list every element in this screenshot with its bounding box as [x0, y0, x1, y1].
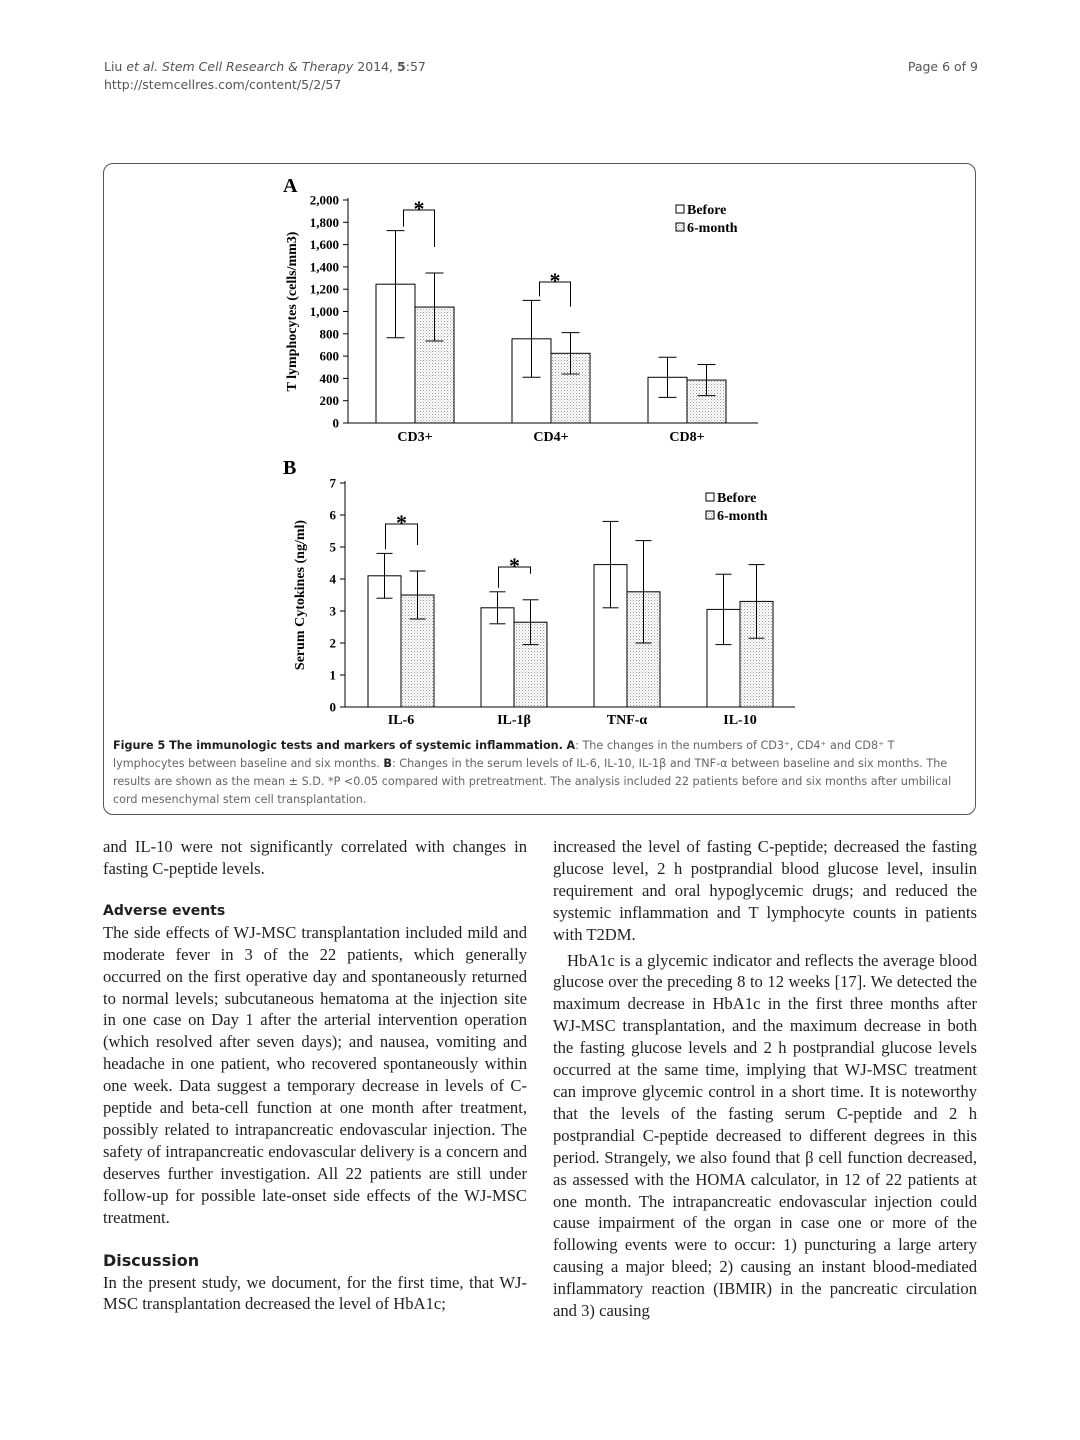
- category-label: TNF-α: [606, 713, 648, 728]
- paragraph: HbA1c is a glycemic indicator and reflects the average blood glucose over the preceding 8 to 12 weeks [17]. We detected the maximum decrease in HbA1c in the first three months after WJ-MSC transplantation, and the maximum decrease in both the fasting glucose levels and 2 h postprandial glucose levels occurred at the same time, implying that WJ-MSC treatment can improve glycemic control in a short time. It is noteworthy that the levels of the fasting serum C-peptide and 2 h postprandial C-peptide decreased to different degrees in this period. Strangely, we also found that β cell function decreased, as assessed with the HOMA calculator, in 12 of 22 patients at one month. The intrapancreatic endovascular injection could cause impairment of the organ in case one or more of the following events were to occur: 1) puncturing a large artery causing a major bleed; 2) causing an instant blood-mediated inflammatory reaction (IBMIR) in the pancreatic circulation and 3) causing: [553, 950, 977, 1321]
- y-tick-label: 2: [329, 635, 336, 651]
- y-axis-label: T lymphocytes (cells/mm3): [285, 231, 300, 392]
- section-heading-adverse-events: Adverse events: [103, 902, 226, 919]
- caption-a-label: A: [566, 739, 576, 752]
- legend-swatch: [676, 205, 684, 213]
- y-tick-label: 3: [329, 603, 336, 619]
- header-etal: et al.: [126, 59, 159, 74]
- header-article: :57: [405, 59, 426, 74]
- legend-label: 6-month: [717, 509, 768, 524]
- y-tick-label: 800: [319, 326, 339, 342]
- caption-title: Figure 5 The immunologic tests and markers of systemic inflammation.: [113, 739, 563, 752]
- legend-label: Before: [687, 203, 727, 218]
- y-axis-label: Serum Cytokines (ng/ml): [293, 519, 308, 671]
- header-volume: 5: [397, 59, 406, 74]
- y-tick-label: 1,800: [309, 214, 339, 230]
- category-label: CD3+: [397, 430, 433, 445]
- page-number: Page 6 of 9: [907, 59, 978, 74]
- figure-caption: [113, 737, 963, 809]
- paragraph: increased the level of fasting C-peptide; decreased the fasting glucose level, 2 h postprandial blood glucose level, insulin requirement and oral hypoglycemic drugs; and reduced the systemic inflammation and T lymphocyte counts in patients with T2DM.: [553, 837, 977, 944]
- panel-label: A: [283, 175, 298, 197]
- paragraph: The side effects of WJ-MSC transplantation included mild and moderate fever in 3 of the 22 patients, which generally occurred on the first operative day and spontaneously returned to normal levels; subcutaneous hematoma at the injection site in one case on Day 1 after the arterial intervention operation (which resolved after seven days); and nausea, vomiting and headache in one patient, who recovered spontaneously within one week. Data suggest a temporary decrease in levels of C-peptide and beta-cell function at one month after treatment, possibly related to intrapancreatic endovascular injection. The safety of intrapancreatic endovascular delivery is a concern and deserves further investigation. All 22 patients are still under follow-up for possible late-onset side effects of the WJ-MSC treatment.: [103, 922, 527, 1227]
- caption-a-text: : The changes in the numbers of CD3⁺, CD4⁺ and CD8⁺ T lymphocytes between baseline and six months.: [113, 739, 895, 770]
- legend-label: 6-month: [687, 221, 738, 236]
- category-label: IL-10: [723, 713, 757, 728]
- significance-marker: *: [549, 268, 561, 293]
- y-tick-label: 6: [329, 507, 336, 523]
- caption-b-text: : Changes in the serum levels of IL-6, IL-10, IL-1β and TNF-α between baseline and six months. The results are shown as the mean ± S.D. *P <0.05 compared with pretreatment. The analysis included 22 patients before and six months after umbilical cord mesenchymal stem cell transplantation.: [113, 757, 952, 806]
- y-tick-label: 400: [319, 370, 339, 386]
- significance-marker: *: [509, 553, 520, 578]
- significance-marker: *: [413, 196, 425, 221]
- y-tick-label: 4: [329, 571, 336, 587]
- y-tick-label: 1,600: [309, 237, 339, 253]
- legend-swatch: [706, 511, 714, 519]
- section-heading-discussion: Discussion: [103, 1250, 200, 1270]
- category-label: CD8+: [669, 430, 705, 445]
- y-tick-label: 1,200: [309, 281, 339, 297]
- y-tick-label: 1,000: [309, 304, 339, 319]
- legend-label: Before: [717, 491, 757, 506]
- category-label: IL-1β: [497, 713, 531, 728]
- left-column: [103, 836, 527, 1315]
- y-tick-label: 1,400: [309, 259, 339, 275]
- y-tick-label: 1: [329, 667, 336, 683]
- y-tick-label: 200: [319, 393, 339, 409]
- legend-swatch: [676, 223, 684, 231]
- y-tick-label: 7: [329, 475, 336, 491]
- right-column: [553, 836, 977, 1322]
- paragraph: In the present study, we document, for the first time, that WJ-MSC transplantation decreased the level of HbA1c;: [103, 1272, 527, 1314]
- y-tick-label: 0: [332, 415, 339, 431]
- significance-marker: *: [396, 510, 407, 535]
- y-tick-label: 0: [329, 699, 336, 715]
- y-tick-label: 5: [329, 539, 336, 555]
- paragraph: and IL-10 were not significantly correlated with changes in fasting C-peptide levels.: [103, 837, 527, 878]
- caption-b-label: B: [383, 757, 392, 770]
- header-author: Liu: [104, 59, 123, 74]
- category-label: CD4+: [533, 430, 569, 445]
- header-journal: Stem Cell Research & Therapy: [162, 59, 354, 74]
- legend-swatch: [706, 493, 714, 501]
- header-year: 2014,: [357, 59, 394, 74]
- y-tick-label: 2,000: [309, 192, 339, 208]
- category-label: IL-6: [387, 713, 415, 728]
- panel-label: B: [283, 457, 297, 479]
- article-url[interactable]: http://stemcellres.com/content/5/2/57: [104, 77, 342, 92]
- y-tick-label: 600: [319, 348, 339, 364]
